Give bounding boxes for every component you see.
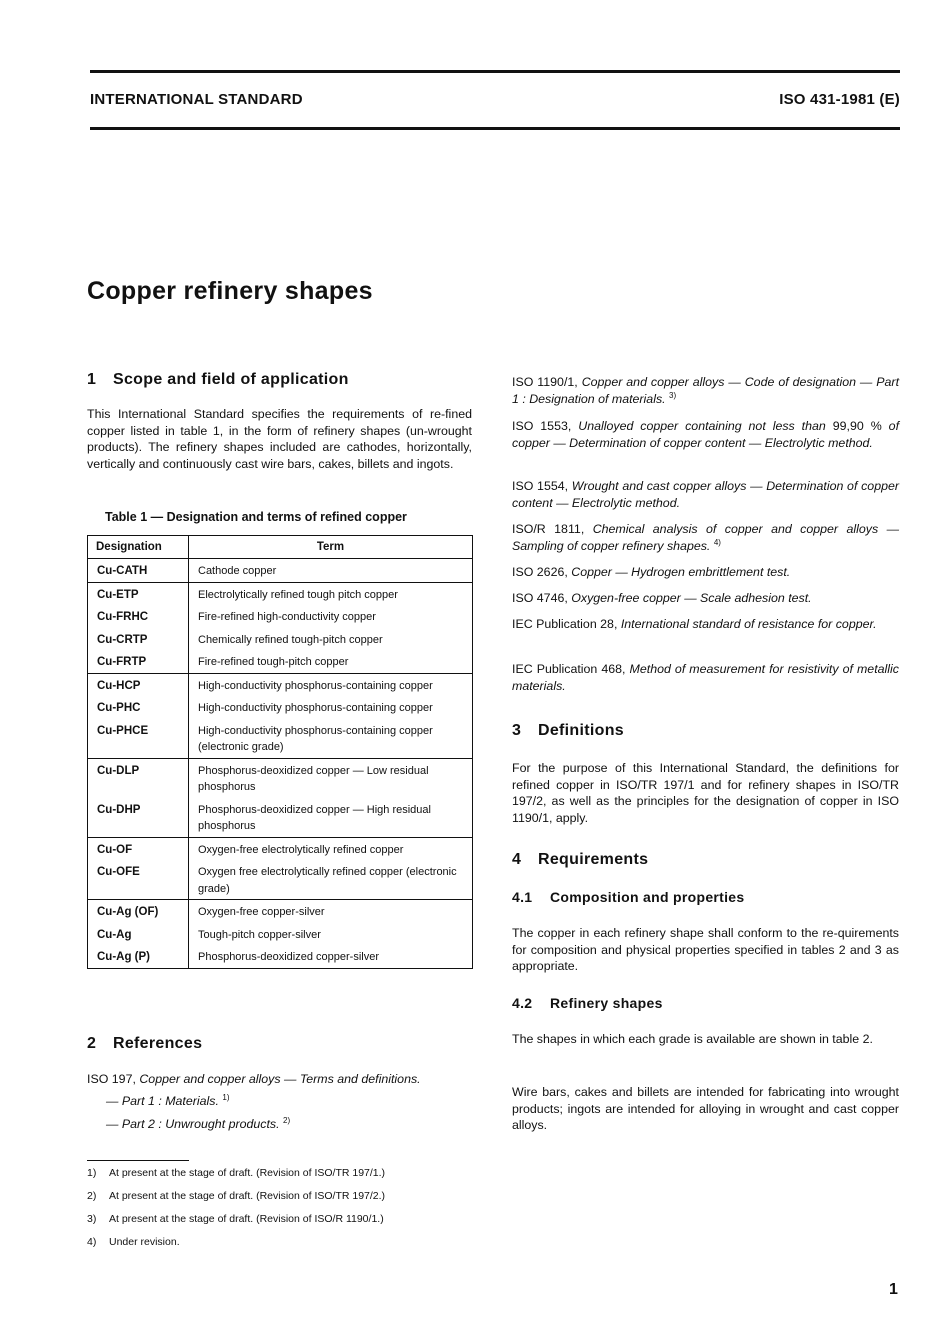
section-4-heading [512, 851, 648, 869]
section-1-heading [87, 371, 349, 389]
table-row [88, 696, 473, 719]
footnote-text: Under revision. [109, 1236, 180, 1248]
subsection-title: Composition and properties [550, 889, 745, 905]
designation-code: Cu-ETP [88, 582, 189, 605]
section-number: 3 [512, 722, 522, 739]
table-row [88, 900, 473, 923]
footnote-marker: 1) [222, 1092, 230, 1102]
designation-term: Oxygen free electrolytically refined copper (electronic grade) [189, 860, 473, 900]
designation-table [87, 535, 473, 969]
table-row [88, 650, 473, 673]
reference-code: ISO 1553, [512, 419, 572, 433]
footnote [87, 1236, 180, 1248]
designation-term: Chemically refined tough-pitch copper [189, 628, 473, 651]
designation-term: High-conductivity phosphorus-containing copper [189, 673, 473, 696]
designation-code: Cu-PHC [88, 696, 189, 719]
reference-title: Wrought and cast copper alloys — Determination of copper content — Electrolytic method. [512, 479, 899, 510]
footnote-text: At present at the stage of draft. (Revision of ISO/R 1190/1.) [109, 1213, 384, 1225]
footnote-marker: 3) [669, 390, 677, 400]
page-number: 1 [889, 1281, 898, 1298]
reference-title: Chemical analysis of copper and copper alloys — Sampling of copper refinery shapes. [512, 522, 899, 553]
footnote [87, 1167, 385, 1179]
designation-code: Cu-CATH [88, 559, 189, 583]
footnote-text: At present at the stage of draft. (Revision of ISO/TR 197/2.) [109, 1190, 386, 1202]
section-1-body: This International Standard specifies the requirements of re-fined copper listed in table 1, in the form of refinery shapes (un-wrought products). The refinery shapes included are cathodes, horizontally, vertically and continuously cast wire bars, cakes, billets and ingots. [87, 407, 472, 471]
footnote-mark: 4) [87, 1236, 97, 1248]
reference-code: ISO 197, [87, 1072, 136, 1086]
table-row [88, 798, 473, 838]
section-4-1-heading [512, 889, 744, 905]
designation-term: Cathode copper [189, 559, 473, 583]
section-3-body: For the purpose of this International Standard, the definitions for refined copper in ISO/TR 197/1 and for refinery shapes in ISO/TR 197/2, as well as the principles for the designation of copper in ISO 1190/1, apply. [512, 761, 899, 825]
reference-iso-1554 [512, 478, 899, 511]
table-row [88, 758, 473, 798]
designation-term: Phosphorus-deoxidized copper-silver [189, 945, 473, 968]
footnote-marker: 2) [283, 1115, 291, 1125]
designation-term: Fire-refined tough-pitch copper [189, 650, 473, 673]
designation-code: Cu-FRHC [88, 605, 189, 628]
footnote-mark: 3) [87, 1213, 97, 1225]
designation-code: Cu-Ag (OF) [88, 900, 189, 923]
footnote-mark: 2) [87, 1190, 97, 1202]
table-row [88, 923, 473, 946]
table-row [88, 605, 473, 628]
designation-term: Oxygen-free electrolytically refined copper [189, 837, 473, 860]
reference-title: Unalloyed copper containing not less than [578, 419, 826, 433]
reference-title: Copper — Hydrogen embrittlement test. [571, 565, 791, 579]
footnote-rule [87, 1160, 189, 1161]
table-row [88, 719, 473, 759]
reference-value: 99,90 % [832, 419, 882, 433]
section-4-2-heading [512, 995, 663, 1011]
reference-iec-468 [512, 661, 899, 694]
reference-part-2 [106, 1117, 290, 1131]
designation-term: High-conductivity phosphorus-containing copper [189, 696, 473, 719]
part-title: — Part 1 : Materials. [106, 1094, 219, 1108]
reference-title: Copper and copper alloys — Terms and definitions. [139, 1072, 421, 1086]
reference-iso-197 [87, 1071, 472, 1088]
footnote-mark: 1) [87, 1167, 97, 1179]
table-row [88, 582, 473, 605]
header-top-rule [90, 70, 900, 73]
reference-title-cont: of copper — Determination of copper content — Electrolytic method. [512, 419, 900, 450]
designation-term: Phosphorus-deoxidized copper — Low residual phosphorus [189, 758, 473, 798]
designation-code: Cu-FRTP [88, 650, 189, 673]
designation-code: Cu-DHP [88, 798, 189, 838]
header-standard-label: INTERNATIONAL STANDARD [90, 91, 303, 108]
designation-code: Cu-Ag [88, 923, 189, 946]
designation-code: Cu-PHCE [88, 719, 189, 759]
reference-code: ISO/R 1811, [512, 522, 585, 536]
footnote [87, 1213, 384, 1225]
table-caption: Table 1 — Designation and terms of refined copper [105, 510, 407, 524]
section-4-2-body-2: Wire bars, cakes and billets are intended for fabricating into wrought products; ingots are intended for alloying in wrought and cast copper alloys. [512, 1085, 899, 1132]
section-number: 2 [87, 1035, 97, 1052]
subsection-title: Refinery shapes [550, 995, 663, 1011]
column-header-designation: Designation [88, 536, 189, 559]
reference-title: Oxygen-free copper — Scale adhesion test. [571, 591, 812, 605]
table-row [88, 559, 473, 583]
subsection-number: 4.1 [512, 889, 533, 905]
reference-iso-r-1811 [512, 521, 899, 554]
designation-code: Cu-HCP [88, 673, 189, 696]
part-title: — Part 2 : Unwrought products. [106, 1117, 280, 1131]
section-3-heading [512, 722, 624, 740]
reference-code: ISO 1554, [512, 479, 569, 493]
designation-code: Cu-DLP [88, 758, 189, 798]
reference-code: ISO 2626, [512, 565, 568, 579]
page-title: Copper refinery shapes [87, 277, 373, 305]
reference-part-1 [106, 1094, 230, 1108]
reference-iso-1553 [512, 418, 899, 451]
section-2-heading [87, 1035, 202, 1053]
table-row [88, 673, 473, 696]
column-header-term: Term [189, 536, 473, 559]
reference-iso-4746 [512, 590, 899, 607]
header-document-number: ISO 431-1981 (E) [779, 91, 900, 108]
table-row [88, 860, 473, 900]
reference-code: IEC Publication 28, [512, 617, 618, 631]
reference-iso-1190-1 [512, 374, 899, 407]
designation-code: Cu-CRTP [88, 628, 189, 651]
reference-iso-2626 [512, 564, 899, 581]
designation-term: Oxygen-free copper-silver [189, 900, 473, 923]
designation-term: Electrolytically refined tough pitch copper [189, 582, 473, 605]
reference-title: International standard of resistance for copper. [620, 617, 877, 631]
designation-code: Cu-Ag (P) [88, 945, 189, 968]
section-title: References [113, 1035, 203, 1052]
reference-title: Copper and copper alloys — Code of designation — Part 1 : Designation of materials. [512, 375, 900, 406]
section-4-2-body-1: The shapes in which each grade is available are shown in table 2. [512, 1032, 873, 1046]
footnote-marker: 4) [713, 537, 721, 547]
designation-term: Tough-pitch copper-silver [189, 923, 473, 946]
subsection-number: 4.2 [512, 995, 533, 1011]
header-bottom-rule [90, 127, 900, 130]
reference-code: IEC Publication 468, [512, 662, 626, 676]
footnote-text: At present at the stage of draft. (Revision of ISO/TR 197/1.) [109, 1167, 386, 1179]
section-title: Scope and field of application [113, 371, 349, 388]
designation-term: Phosphorus-deoxidized copper — High residual phosphorus [189, 798, 473, 838]
section-4-1-body: The copper in each refinery shape shall conform to the re-quirements for composition and physical properties specified in tables 2 and 3 as appropriate. [512, 926, 899, 973]
designation-code: Cu-OF [88, 837, 189, 860]
reference-code: ISO 4746, [512, 591, 568, 605]
section-number: 4 [512, 851, 522, 868]
table-row [88, 628, 473, 651]
designation-term: High-conductivity phosphorus-containing copper (electronic grade) [189, 719, 473, 759]
section-title: Definitions [538, 722, 624, 739]
designation-term: Fire-refined high-conductivity copper [189, 605, 473, 628]
reference-iec-28 [512, 616, 899, 633]
section-title: Requirements [538, 851, 649, 868]
designation-code: Cu-OFE [88, 860, 189, 900]
reference-title: Method of measurement for resistivity of metallic materials. [512, 662, 899, 693]
footnote [87, 1190, 385, 1202]
reference-code: ISO 1190/1, [512, 375, 578, 389]
section-number: 1 [87, 371, 97, 388]
table-row [88, 837, 473, 860]
table-row [88, 945, 473, 968]
